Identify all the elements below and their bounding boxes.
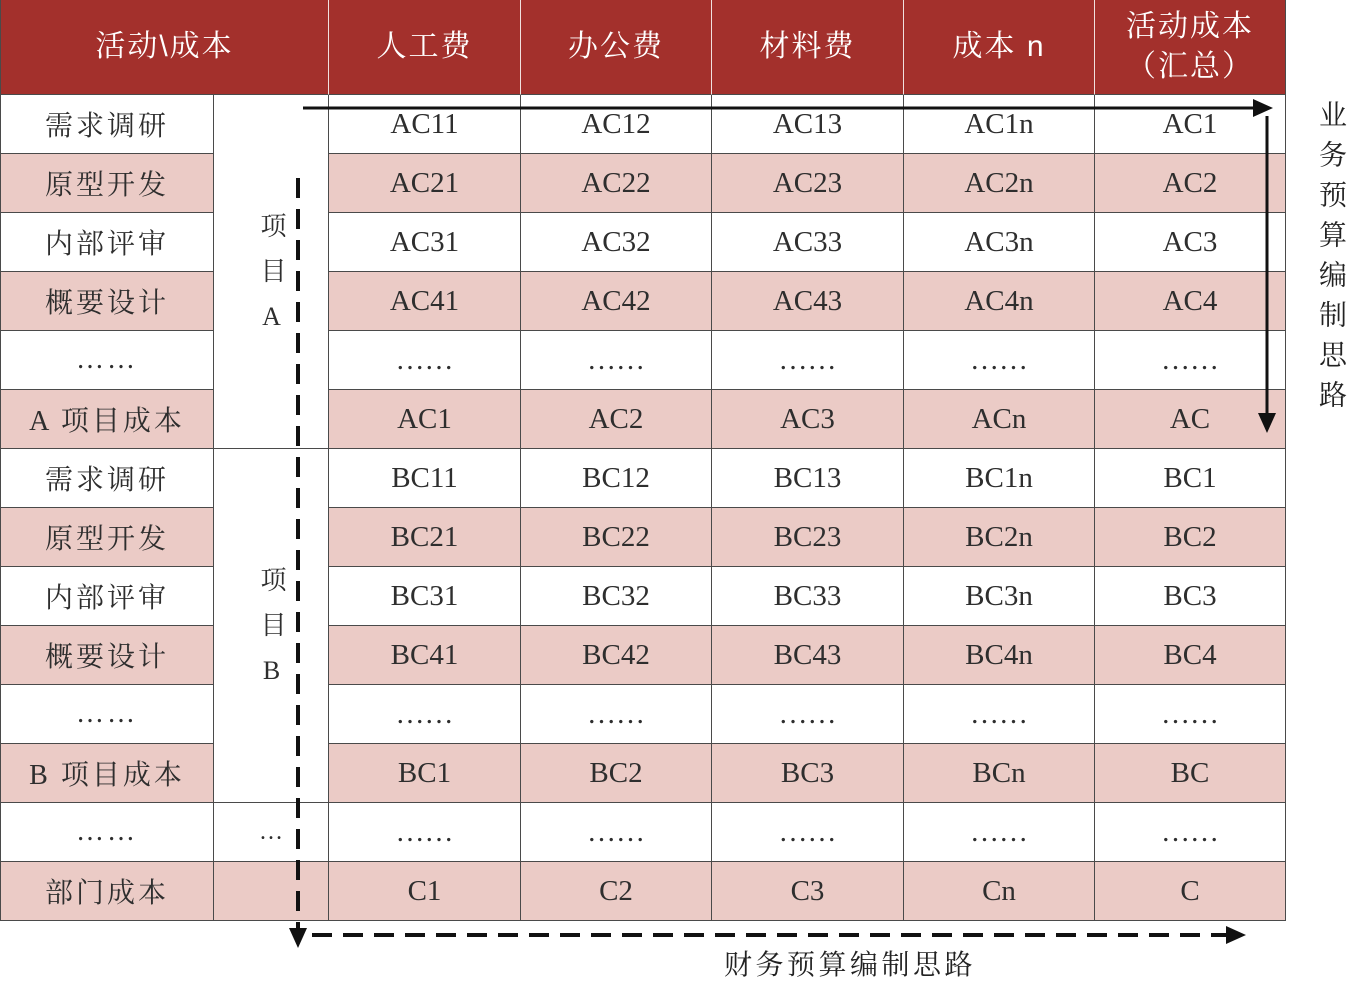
cost-n-cell: AC3n xyxy=(904,213,1095,272)
material-cost-cell: AC33 xyxy=(712,213,904,272)
cost-n-cell: …… xyxy=(904,331,1095,390)
office-cost-cell: BC32 xyxy=(521,567,712,626)
material-cost-cell: …… xyxy=(712,331,904,390)
office-cost-cell: BC42 xyxy=(521,626,712,685)
activity-cost-summary-cell: BC2 xyxy=(1095,508,1286,567)
material-cost-cell: BC23 xyxy=(712,508,904,567)
activity-cost-summary-cell: C xyxy=(1095,862,1286,921)
activity-label: …… xyxy=(1,331,214,390)
cost-n-cell: ACn xyxy=(904,390,1095,449)
activity-cost-summary-cell: AC3 xyxy=(1095,213,1286,272)
cost-n-cell: …… xyxy=(904,685,1095,744)
activity-label: 内部评审 xyxy=(1,567,214,626)
office-cost-cell: AC32 xyxy=(521,213,712,272)
project-a-total-label: A 项目成本 xyxy=(1,390,214,449)
labor-cost-cell: BC11 xyxy=(329,449,521,508)
project-a-cell xyxy=(214,95,329,449)
activity-label: 原型开发 xyxy=(1,154,214,213)
department-project-cell xyxy=(214,862,329,921)
cost-n-cell: …… xyxy=(904,803,1095,862)
material-cost-cell: …… xyxy=(712,685,904,744)
activity-label: …… xyxy=(1,803,214,862)
header-summary-line2: （汇总） xyxy=(1126,50,1254,83)
office-cost-cell: …… xyxy=(521,331,712,390)
activity-label: 需求调研 xyxy=(1,449,214,508)
cost-n-cell: BC2n xyxy=(904,508,1095,567)
material-cost-cell: BC33 xyxy=(712,567,904,626)
material-cost-cell: AC43 xyxy=(712,272,904,331)
activity-label: 内部评审 xyxy=(1,213,214,272)
office-cost-cell: …… xyxy=(521,803,712,862)
activity-label: 概要设计 xyxy=(1,272,214,331)
office-cost-cell: BC12 xyxy=(521,449,712,508)
office-cost-cell: AC2 xyxy=(521,390,712,449)
activity-label: 原型开发 xyxy=(1,508,214,567)
financial-budget-arrowhead-right xyxy=(1226,926,1246,944)
material-cost-cell: AC13 xyxy=(712,95,904,154)
cost-n-cell: AC2n xyxy=(904,154,1095,213)
project-a-label: 项目A xyxy=(257,212,286,350)
more-projects-label: … xyxy=(214,803,329,862)
activity-cost-summary-cell: AC4 xyxy=(1095,272,1286,331)
activity-cost-summary-cell: …… xyxy=(1095,685,1286,744)
project-b-label: 项目B xyxy=(257,566,286,704)
department-total-label: 部门成本 xyxy=(1,862,214,921)
labor-cost-cell: BC41 xyxy=(329,626,521,685)
cost-n-cell: Cn xyxy=(904,862,1095,921)
activity-label: …… xyxy=(1,685,214,744)
material-cost-cell: BC13 xyxy=(712,449,904,508)
labor-cost-cell: C1 xyxy=(329,862,521,921)
cost-n-cell: BC3n xyxy=(904,567,1095,626)
labor-cost-cell: AC21 xyxy=(329,154,521,213)
activity-cost-summary-cell: AC xyxy=(1095,390,1286,449)
office-cost-cell: AC42 xyxy=(521,272,712,331)
activity-cost-summary-cell: AC1 xyxy=(1095,95,1286,154)
labor-cost-cell: BC21 xyxy=(329,508,521,567)
labor-cost-cell: AC31 xyxy=(329,213,521,272)
header-cost-n: 成本 n xyxy=(904,0,1095,95)
labor-cost-cell: AC41 xyxy=(329,272,521,331)
office-cost-cell: …… xyxy=(521,685,712,744)
cost-n-cell: BC4n xyxy=(904,626,1095,685)
project-b-total-label: B 项目成本 xyxy=(1,744,214,803)
material-cost-cell: AC23 xyxy=(712,154,904,213)
activity-cost-summary-cell: …… xyxy=(1095,803,1286,862)
header-office-cost: 办公费 xyxy=(521,0,712,95)
financial-budget-arrowhead-down xyxy=(289,928,307,948)
labor-cost-cell: AC11 xyxy=(329,95,521,154)
header-labor-cost: 人工费 xyxy=(329,0,521,95)
project-b-cell xyxy=(214,449,329,803)
activity-cost-summary-cell: BC xyxy=(1095,744,1286,803)
labor-cost-cell: …… xyxy=(329,685,521,744)
office-cost-cell: BC22 xyxy=(521,508,712,567)
material-cost-cell: …… xyxy=(712,803,904,862)
activity-label: 需求调研 xyxy=(1,95,214,154)
activity-cost-summary-cell: BC1 xyxy=(1095,449,1286,508)
activity-label: 概要设计 xyxy=(1,626,214,685)
cost-n-cell: BC1n xyxy=(904,449,1095,508)
activity-cost-summary-cell: …… xyxy=(1095,331,1286,390)
activity-cost-summary-cell: AC2 xyxy=(1095,154,1286,213)
cost-n-cell: AC1n xyxy=(904,95,1095,154)
labor-cost-cell: …… xyxy=(329,331,521,390)
labor-cost-cell: …… xyxy=(329,803,521,862)
office-cost-cell: AC22 xyxy=(521,154,712,213)
business-budget-approach-label: 业务预算编制思路 xyxy=(1315,100,1346,420)
financial-budget-approach-label: 财务预算编制思路 xyxy=(724,950,977,981)
cost-n-cell: BCn xyxy=(904,744,1095,803)
material-cost-cell: BC3 xyxy=(712,744,904,803)
material-cost-cell: BC43 xyxy=(712,626,904,685)
office-cost-cell: BC2 xyxy=(521,744,712,803)
header-activity-cost-corner: 活动\成本 xyxy=(1,0,329,95)
activity-cost-summary-cell: BC4 xyxy=(1095,626,1286,685)
header-activity-cost-summary xyxy=(1095,0,1286,95)
header-summary-line1: 活动成本 xyxy=(1126,10,1254,43)
material-cost-cell: C3 xyxy=(712,862,904,921)
activity-cost-summary-cell: BC3 xyxy=(1095,567,1286,626)
office-cost-cell: C2 xyxy=(521,862,712,921)
header-material-cost: 材料费 xyxy=(712,0,904,95)
cost-n-cell: AC4n xyxy=(904,272,1095,331)
office-cost-cell: AC12 xyxy=(521,95,712,154)
labor-cost-cell: BC31 xyxy=(329,567,521,626)
labor-cost-cell: AC1 xyxy=(329,390,521,449)
material-cost-cell: AC3 xyxy=(712,390,904,449)
labor-cost-cell: BC1 xyxy=(329,744,521,803)
